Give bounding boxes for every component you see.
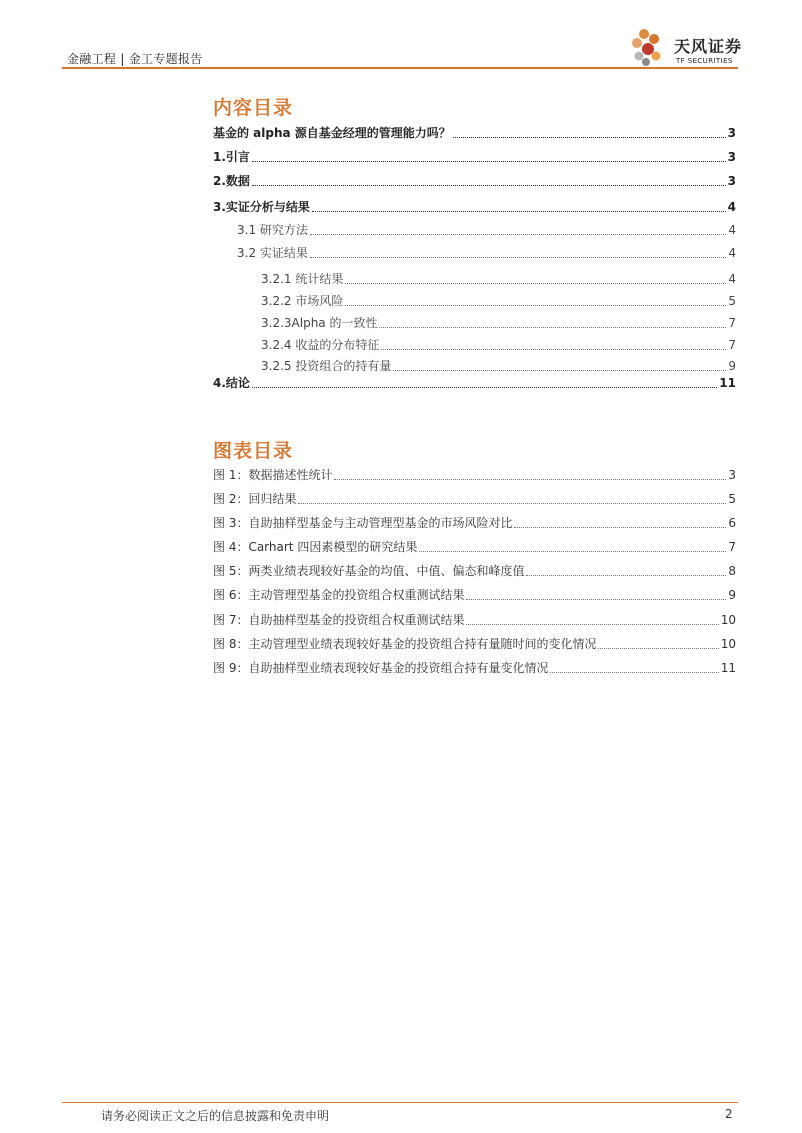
toc-item-label: 3.1 研究方法 [237,223,308,237]
figure-item-label: 图 4：Carhart 四因素模型的研究结果 [213,540,418,554]
figure-item-label: 图 7：自助抽样型基金的投资组合权重测试结果 [213,613,465,627]
toc-item[interactable] [213,292,736,310]
toc-item[interactable] [213,314,736,332]
toc-item-page: 7 [728,316,736,330]
toc-item-label: 3.2.2 市场风险 [261,294,344,308]
toc-leader [252,184,726,186]
figure-item-page: 3 [728,468,736,482]
toc-item-label: 3.实证分析与结果 [213,200,310,214]
toc-item-page: 9 [728,359,736,373]
figure-item[interactable] [213,514,736,532]
figure-item-page: 10 [720,613,736,627]
footer-divider [62,1102,738,1103]
figure-item-page: 10 [720,637,736,651]
disclaimer-text: 请务必阅读正文之后的信息披露和免责申明 [101,1109,330,1123]
toc-item-label: 3.2.3Alpha 的一致性 [261,316,378,330]
report-category: 金融工程 | 金工专题报告 [67,52,203,66]
figure-item-page: 6 [728,516,736,530]
toc-item[interactable] [213,357,736,375]
figure-item-label: 图 6：主动管理型基金的投资组合权重测试结果 [213,588,465,602]
toc-leader [598,647,718,649]
toc-leader [466,623,718,625]
figure-item[interactable] [213,562,736,580]
toc-leader [526,574,726,576]
toc-item-label: 3.2.1 统计结果 [261,272,344,286]
toc-leader [345,282,726,284]
toc-item-label: 基金的 alpha 源自基金经理的管理能力吗？ [213,126,451,140]
toc-item-page: 4 [728,272,736,286]
figure-item[interactable] [213,659,736,677]
figure-item-label: 图 9：自助抽样型业绩表现较好基金的投资组合持有量变化情况 [213,661,549,675]
logo-english-name: TF SECURITIES [676,57,733,65]
toc-item[interactable] [213,270,736,288]
page-number: 2 [725,1107,733,1121]
toc-item-label: 3.2.5 投资组合的持有量 [261,359,392,373]
toc-item[interactable] [213,374,736,392]
figure-item[interactable] [213,466,736,484]
figure-item[interactable] [213,635,736,653]
toc-item[interactable] [213,198,736,216]
toc-leader [381,348,726,350]
toc-item-page: 4 [727,200,736,214]
toc-leader [310,256,726,258]
toc-item-page: 3 [727,174,736,188]
figure-item-label: 图 1：数据描述性统计 [213,468,333,482]
figure-item-label: 图 2：回归结果 [213,492,297,506]
figure-item-label: 图 8：主动管理型业绩表现较好基金的投资组合持有量随时间的变化情况 [213,637,597,651]
toc-item[interactable] [213,124,736,142]
toc-leader [514,526,726,528]
toc-item[interactable] [213,221,736,239]
toc-leader [379,326,726,328]
toc-leader [298,502,726,504]
header-divider [62,67,738,69]
toc-leader [310,233,726,235]
toc-item-page: 7 [728,338,736,352]
toc-leader [453,136,726,138]
figure-item-label: 图 3：自助抽样型基金与主动管理型基金的市场风险对比 [213,516,513,530]
toc-leader [550,671,718,673]
toc-leader [466,598,726,600]
toc-leader [312,210,726,212]
figure-item-page: 8 [728,564,736,578]
toc-item-page: 3 [727,126,736,140]
figures-title: 图表目录 [213,440,294,462]
logo-flower-icon [628,26,672,70]
figure-item[interactable] [213,611,736,629]
figure-item-page: 9 [728,588,736,602]
toc-item[interactable] [213,336,736,354]
toc-item-page: 4 [728,223,736,237]
toc-item[interactable] [213,148,736,166]
figure-item[interactable] [213,490,736,508]
toc-item-label: 2.数据 [213,174,250,188]
toc-item-label: 3.2 实证结果 [237,246,308,260]
figure-item-page: 7 [728,540,736,554]
toc-leader [252,160,726,162]
toc-item[interactable] [213,172,736,190]
toc-item-label: 3.2.4 收益的分布特征 [261,338,380,352]
company-logo [628,26,743,70]
figure-item-page: 5 [728,492,736,506]
toc-leader [393,369,726,371]
toc-item-page: 11 [719,376,736,390]
toc-item[interactable] [213,244,736,262]
figure-item-page: 11 [720,661,736,675]
figure-item[interactable] [213,538,736,556]
toc-leader [334,478,726,480]
toc-leader [419,550,726,552]
figure-item-label: 图 5：两类业绩表现较好基金的均值、中值、偏态和峰度值 [213,564,525,578]
toc-leader [345,304,726,306]
toc-item-page: 5 [728,294,736,308]
logo-chinese-name: 天风证券 [674,37,743,56]
toc-item-label: 1.引言 [213,150,250,164]
toc-item-page: 3 [727,150,736,164]
figure-item[interactable] [213,586,736,604]
toc-item-page: 4 [728,246,736,260]
toc-title: 内容目录 [213,97,294,119]
toc-item-label: 4.结论 [213,376,250,390]
toc-leader [252,386,717,388]
